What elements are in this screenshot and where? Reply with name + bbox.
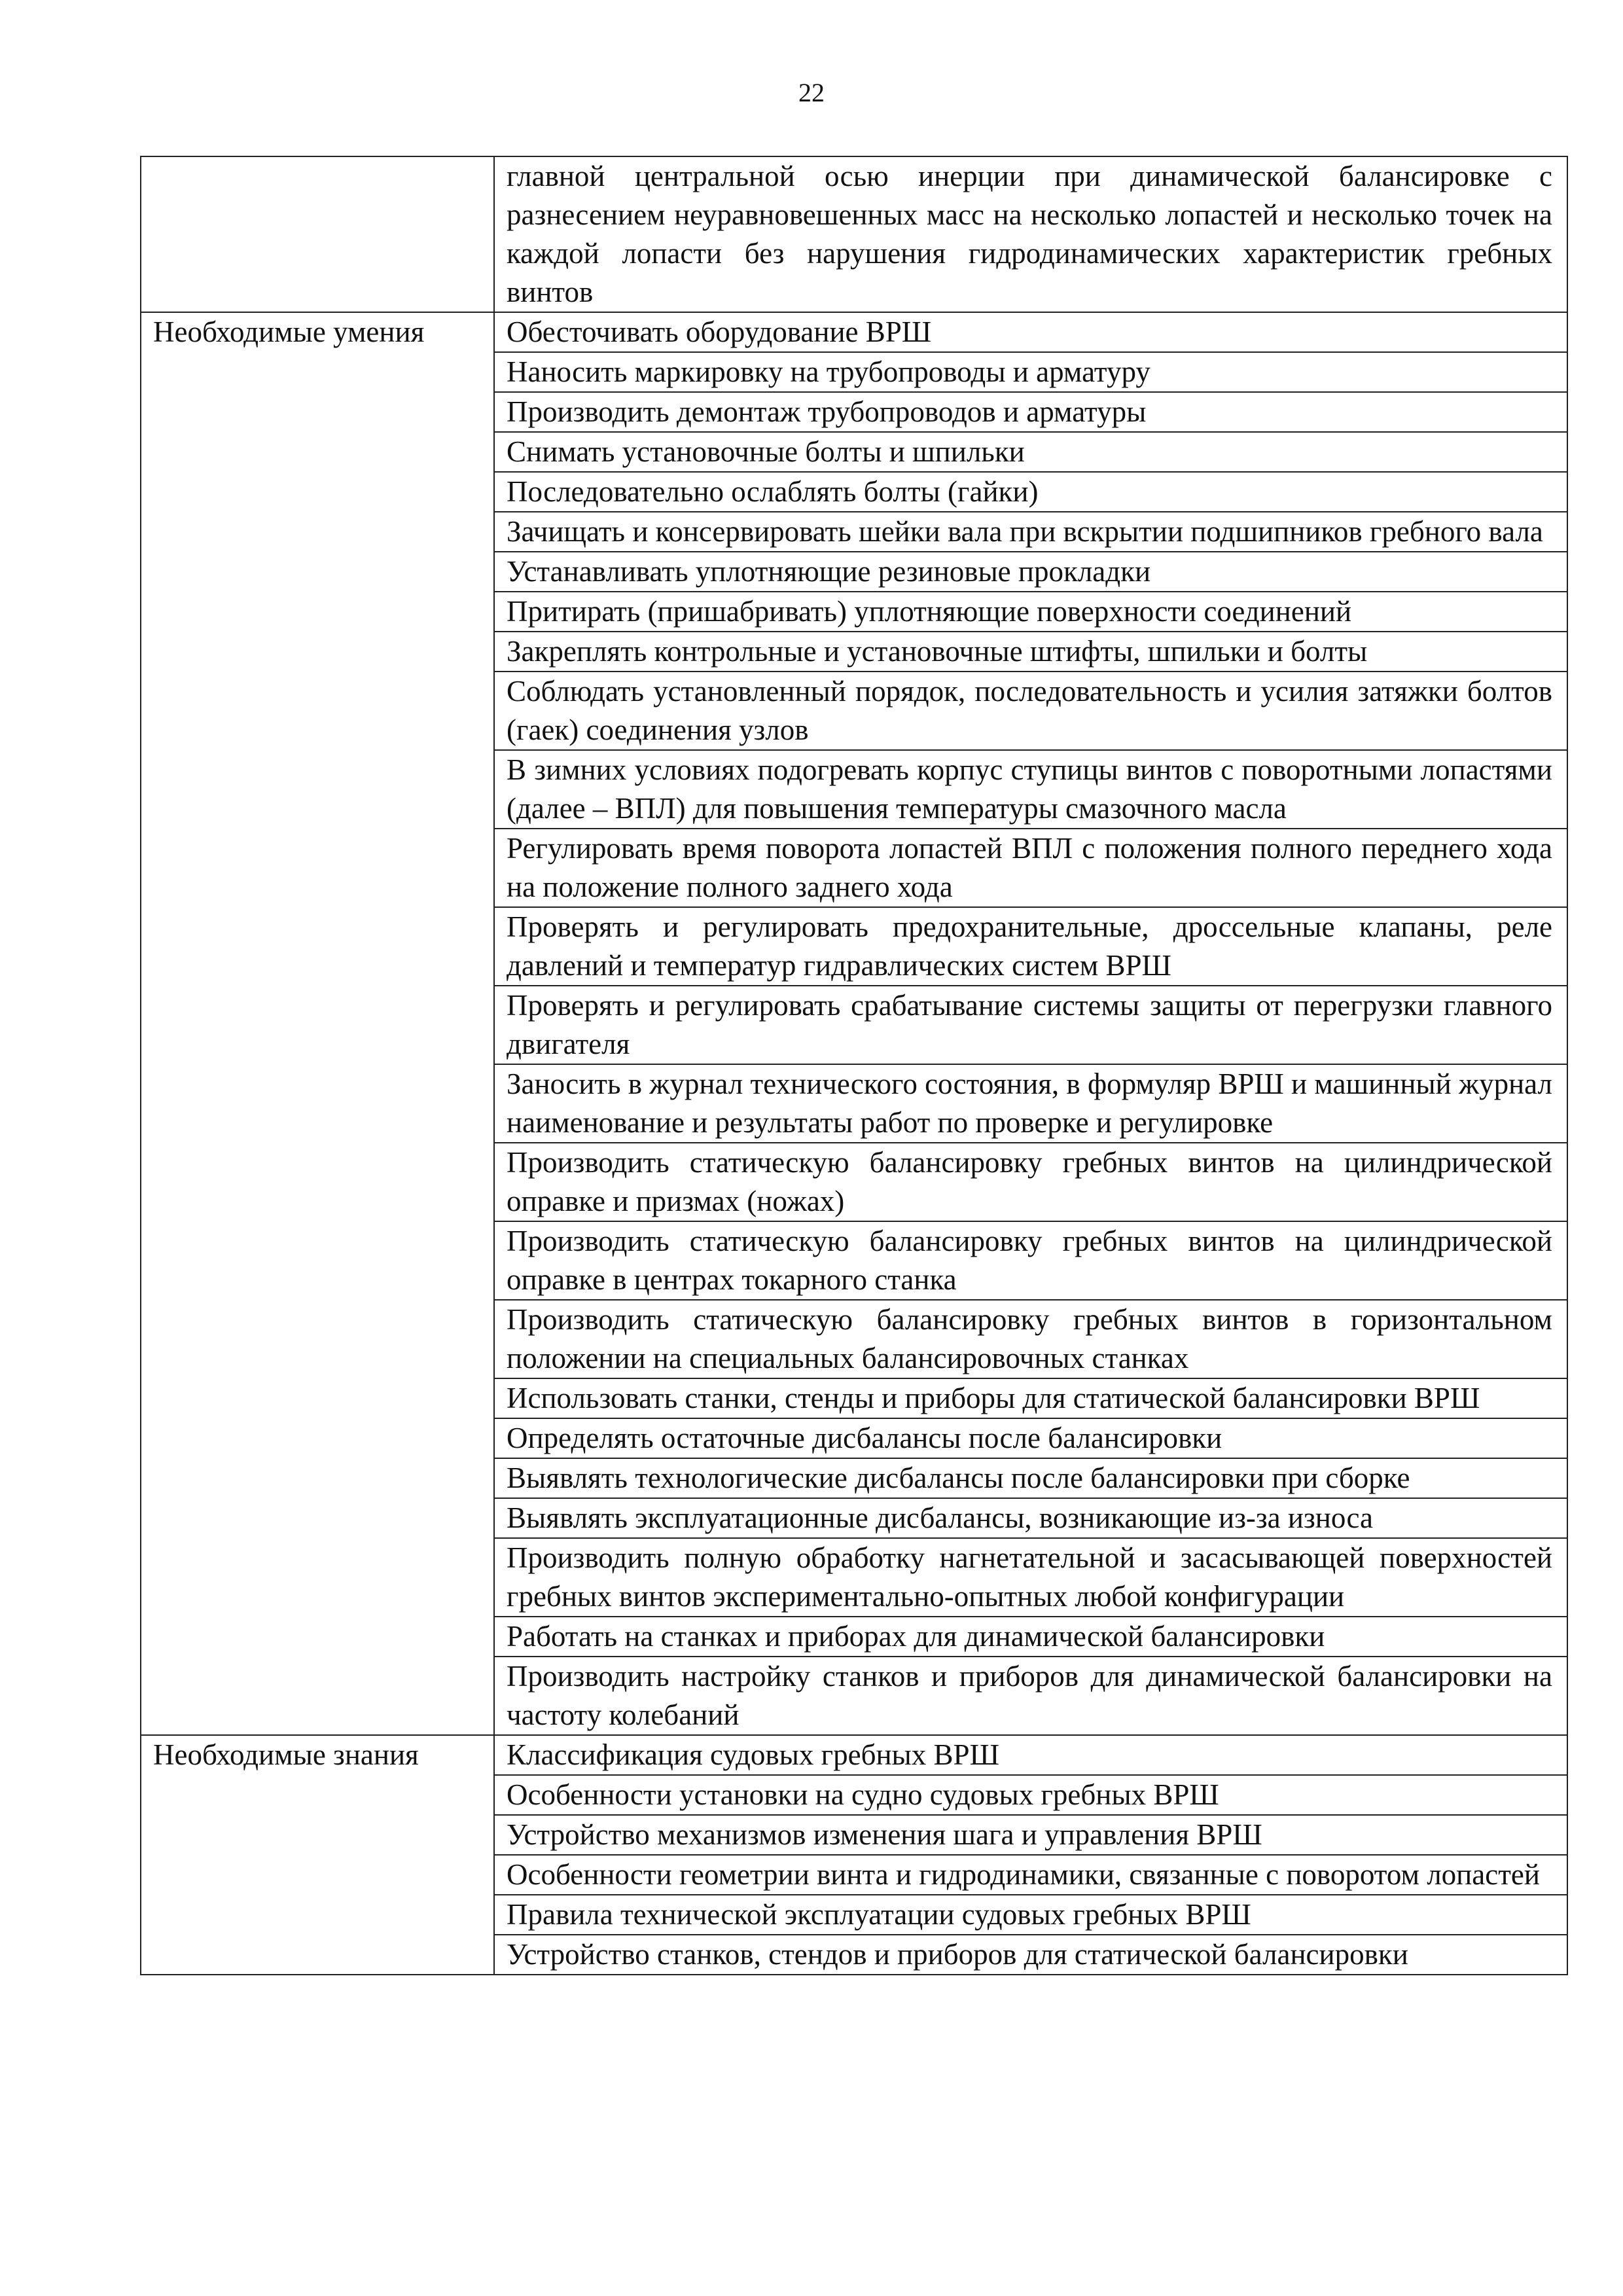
row-text: Устанавливать уплотняющие резиновые прокладки [494,552,1567,592]
knowledge-label: Необходимые знания [141,1735,494,1975]
row-text: Наносить маркировку на трубопроводы и арматуру [494,352,1567,392]
row-text: Особенности установки на судно судовых гребных ВРШ [494,1775,1567,1815]
row-text: Снимать установочные болты и шпильки [494,432,1567,472]
row-text: Использовать станки, стенды и приборы для статической балансировки ВРШ [494,1378,1567,1418]
row-text: Устройство механизмов изменения шага и управления ВРШ [494,1815,1567,1855]
row-text: Последовательно ослаблять болты (гайки) [494,472,1567,512]
row-text: Производить настройку станков и приборов для динамической балансировки на частоту колебаний [494,1657,1567,1735]
row-text: Заносить в журнал технического состояния, в формуляр ВРШ и машинный журнал наименование и результаты работ по проверке и регулировке [494,1064,1567,1143]
row-text: Обесточивать оборудование ВРШ [494,312,1567,352]
page-number: 22 [798,78,825,107]
row-text: Определять остаточные дисбалансы после балансировки [494,1418,1567,1458]
row-text: Производить статическую балансировку гребных винтов в горизонтальном положении на специальных балансировочных станках [494,1300,1567,1378]
row-text: Классификация судовых гребных ВРШ [494,1735,1567,1775]
row-text: Соблюдать установленный порядок, последовательность и усилия затяжки болтов (гаек) соединения узлов [494,672,1567,750]
row-text: Производить демонтаж трубопроводов и арматуры [494,392,1567,432]
row-text: Особенности геометрии винта и гидродинамики, связанные с поворотом лопастей [494,1855,1567,1895]
row-text: Проверять и регулировать предохранительные, дроссельные клапаны, реле давлений и температур гидравлических систем ВРШ [494,907,1567,986]
row-text: Правила технической эксплуатации судовых гребных ВРШ [494,1895,1567,1935]
requirements-table [140,156,1568,1975]
row-text: В зимних условиях подогревать корпус ступицы винтов с поворотными лопастями (далее – ВПЛ) для повышения температуры смазочного масла [494,750,1567,829]
row-text: Зачищать и консервировать шейки вала при вскрытии подшипников гребного вала [494,512,1567,552]
row-text: Выявлять технологические дисбалансы после балансировки при сборке [494,1458,1567,1498]
row-text: Проверять и регулировать срабатывание системы защиты от перегрузки главного двигателя [494,986,1567,1064]
row-text: Регулировать время поворота лопастей ВПЛ с положения полного переднего хода на положение полного заднего хода [494,829,1567,907]
table-row [141,1735,1567,1775]
table-row [141,156,1567,312]
skills-label: Необходимые умения [141,312,494,1735]
row-text: Производить полную обработку нагнетательной и засасывающей поверхностей гребных винтов экспериментально-опытных любой конфигурации [494,1538,1567,1617]
row-text: Производить статическую балансировку гребных винтов на цилиндрической оправке и призмах (ножах) [494,1143,1567,1221]
table-row [141,312,1567,352]
row-text: Работать на станках и приборах для динамической балансировки [494,1617,1567,1657]
row-text: Выявлять эксплуатационные дисбалансы, возникающие из-за износа [494,1498,1567,1538]
row-label [141,156,494,312]
row-text: Закреплять контрольные и установочные штифты, шпильки и болты [494,632,1567,672]
row-text: Притирать (пришабривать) уплотняющие поверхности соединений [494,592,1567,632]
row-text: Устройство станков, стендов и приборов для статической балансировки [494,1935,1567,1975]
row-text: Производить статическую балансировку гребных винтов на цилиндрической оправке в центрах токарного станка [494,1221,1567,1300]
row-text: главной центральной осью инерции при динамической балансировке с разнесением неуравновешенных масс на несколько лопастей и несколько точек на каждой лопасти без нарушения гидродинамических характеристик гребных винтов [494,156,1567,312]
